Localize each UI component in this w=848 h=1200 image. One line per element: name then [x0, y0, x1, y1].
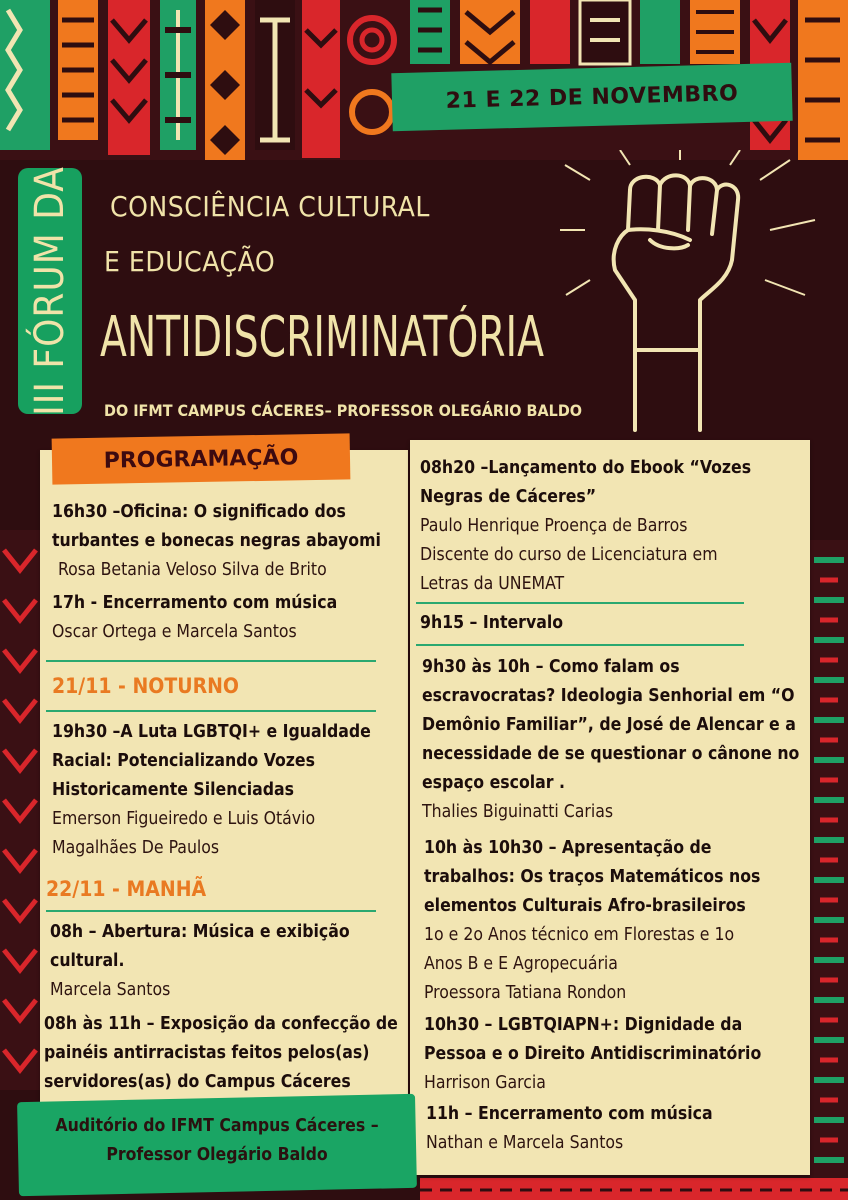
r3-title-line2: escravocratas? Ideologia Senhorial em “O: [422, 686, 795, 706]
item3-speaker-line2: Magalhães De Paulos: [52, 838, 220, 858]
r3-title-line5: espaço escolar .: [422, 773, 566, 793]
item1-speaker: Rosa Betania Veloso Silva de Brito: [58, 560, 327, 580]
r4-title-line3: elementos Culturais Afro-brasileiros: [424, 896, 746, 916]
date-banner: 21 E 22 DE NOVEMBRO: [391, 63, 792, 131]
raised-fist-icon: [560, 150, 820, 440]
r5-title-line1: 10h30 – LGBTQIAPN+: Dignidade da: [424, 1015, 743, 1035]
subtitle: DO IFMT CAMPUS CÁCERES– PROFESSOR OLEGÁRIO BALDO: [104, 401, 582, 420]
r4-speaker-line3: Proessora Tatiana Rondon: [424, 983, 627, 1003]
r2-title: 9h15 – Intervalo: [420, 613, 564, 633]
r1-speaker-line2: Discente do curso de Licenciatura em: [420, 545, 718, 565]
r6-speaker: Nathan e Marcela Santos: [426, 1133, 624, 1153]
item5-title-line3: servidores(as) do Campus Cáceres: [44, 1072, 351, 1092]
item3-title-line1: 19h30 –A Luta LGBTQI+ e Igualdade: [52, 722, 371, 742]
venue-text: [18, 1112, 416, 1170]
programacao-label: PROGRAMAÇÃO: [52, 433, 351, 484]
r1-title-line2: Negras de Cáceres”: [420, 487, 597, 507]
item3-speaker-line1: Emerson Figueiredo e Luis Otávio: [52, 809, 316, 829]
item3-title-line2: Racial: Potencializando Vozes: [52, 751, 315, 771]
r3-title-line3: Demônio Familiar”, de José de Alencar e a: [422, 715, 796, 735]
divider: [416, 644, 744, 646]
title-line-1: CONSCIÊNCIA CULTURAL: [110, 190, 430, 223]
r1-title-line1: 08h20 –Lançamento do Ebook “Vozes: [420, 458, 752, 478]
r3-title-line1: 9h30 às 10h – Como falam os: [422, 657, 680, 677]
vertical-title: III FÓRUM DA: [27, 166, 73, 416]
r6-title: 11h – Encerramento com música: [426, 1104, 713, 1124]
r5-speaker: Harrison Garcia: [424, 1073, 546, 1093]
venue-line2: Professor Olegário Baldo: [106, 1145, 328, 1165]
r1-speaker-line1: Paulo Henrique Proença de Barros: [420, 516, 688, 536]
item1-title-line1: 16h30 –Oficina: O significado dos: [52, 502, 346, 522]
day-header-noturno: 21/11 - NOTURNO: [52, 674, 239, 698]
r4-speaker-line2: Anos B e E Agropecuária: [424, 954, 618, 974]
divider: [46, 710, 376, 712]
r3-speaker: Thalies Biguinatti Carias: [422, 802, 614, 822]
r3-title-line4: necessidade de se questionar o cânone no: [422, 744, 800, 764]
divider: [416, 602, 744, 604]
r1-speaker-line3: Letras da UNEMAT: [420, 574, 565, 594]
day-header-manha: 22/11 - MANHÃ: [46, 877, 207, 901]
r4-title-line2: trabalhos: Os traços Matemáticos nos: [424, 867, 761, 887]
item4-title-line2: cultural.: [50, 951, 125, 971]
vertical-title-tab: [18, 168, 82, 414]
item3-title-line3: Historicamente Silenciadas: [52, 780, 295, 800]
divider: [46, 910, 376, 912]
item4-title-line1: 08h – Abertura: Música e exibição: [50, 922, 350, 942]
r4-title-line1: 10h às 10h30 – Apresentação de: [424, 838, 712, 858]
item4-speaker: Marcela Santos: [50, 980, 171, 1000]
item2-title: 17h - Encerramento com música: [52, 593, 338, 613]
item2-speaker: Oscar Ortega e Marcela Santos: [52, 622, 297, 642]
divider: [46, 660, 376, 662]
title-line-2: E EDUCAÇÃO: [104, 245, 276, 278]
r5-title-line2: Pessoa e o Direito Antidiscriminatório: [424, 1044, 762, 1064]
item5-title-line1: 08h às 11h – Exposição da confecção de: [44, 1014, 398, 1034]
r4-speaker-line1: 1o e 2o Anos técnico em Florestas e 1o: [424, 925, 735, 945]
title-main: ANTIDISCRIMINATÓRIA: [100, 305, 545, 370]
item1-title-line2: turbantes e bonecas negras abayomi: [52, 531, 381, 551]
item5-title-line2: painéis antirracistas feitos pelos(as): [44, 1043, 370, 1063]
venue-line1: Auditório do IFMT Campus Cáceres –: [55, 1116, 379, 1136]
